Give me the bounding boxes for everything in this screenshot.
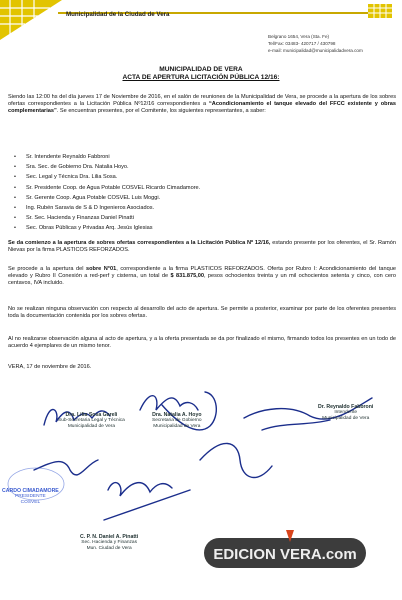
vera-emblem-icon xyxy=(368,4,392,18)
signature-pinatti: C. P. N. Daniel A. Pinatti Sec. Hacienda y Finanzas Mun. Ciudad de Vera xyxy=(80,534,139,551)
list-item: • Ing. Rubén Saravia de S & D Ingenieros Asociados. xyxy=(8,203,200,213)
closing-paragraph: Al no realizarse observación alguna al acto de apertura, y a la oferta presentada se da por finalizado el mismo, firmando todos los presentes en un todo de acuerdo 4 ejemplares de un mismo tenor. xyxy=(8,336,396,350)
municipal-logo-icon xyxy=(0,0,62,40)
address-line: Belgrano 1654, Vera (Sta. Fe) xyxy=(268,34,330,39)
observation-paragraph: No se realizan ninguna observación con respecto al desarrollo del acto de apertura. Se permite a posterior, examinar por parte de los oferentes presentes toda la documentación contenida por los sobres ofertas. xyxy=(8,306,396,320)
attendee-list xyxy=(8,152,200,234)
intro-paragraph: Siendo las 12:00 hs del día jueves 17 de Noviembre de 2016, en el salón de reuniones de la Municipalidad de Vera, se procede a la apertura de los sobres ofertas correspondientes a la Licitación Pública Nº12/16 correspondientes a “Acondicionamiento el tanque elevado del FFCC existente y obras complementarias”. Se encuentran presentes, por el Comitente, los siguientes representantes, a saber: xyxy=(8,94,396,115)
edicion-vera-watermark xyxy=(200,530,370,576)
signature-fabbroni: Dr. Reynaldo Fabbroni Intendente Municipalidad de Vera xyxy=(318,404,374,421)
address-block xyxy=(268,33,363,54)
phone-line: Tel/Fax: 03483- 420717 / 430798 xyxy=(268,41,336,46)
watermark-text: EDICION VERA.com xyxy=(213,546,357,563)
opening-paragraph: Se da comienzo a la apertura de sobres ofertas correspondientes a la Licitación Pública Nº 12/16, estando presente por los oferentes, el Sr. Ramón Nievas por la firma PLASTICOS REFORZADOS. xyxy=(8,240,397,254)
document-subtitle: ACTA DE APERTURA LICITACIÓN PÚBLICA 12/16: xyxy=(122,74,280,81)
list-item: • Sr. Sec. Hacienda y Finanzas Daniel Pinatti xyxy=(8,213,200,223)
email-line: e-mail: municipalidad@municipalidadvera.com xyxy=(268,48,363,53)
signature-cosvel-stamp: CARDO CIMADAMORE PRESIDENTE COSVEL xyxy=(2,488,59,505)
signature-sosa: Dra. Lilia Sosa Gareli Sub-Secretaria Legal y Técnica Municipalidad de Vera xyxy=(58,412,125,429)
date-line: VERA, 17 de noviembre de 2016. xyxy=(8,364,92,370)
list-item: • Sr. Intendente Reynaldo Fabbroni xyxy=(8,152,200,162)
list-item: • Sr. Gerente Coop. Agua Potable COSVEL Luis Moggi. xyxy=(8,193,200,203)
signature-hoyo: Dra. Natalia A. Hoyo Secretaria de Gobierno Municipalidad de Vera xyxy=(152,412,202,429)
letterhead xyxy=(0,0,402,27)
offer-paragraph: Se procede a la apertura del sobre N°01, correspondiente a la firma PLASTICOS REFORZADOS. Oferta por Rubro I: Acondicionamiento del tanque elevado y Rubro II Conexión a red-perf y cisterna, un total de $ 831.875,00, pesos ochocientos treinta y un mil ochocientos setenta y cinco, con cero centavos, IVA incluido. xyxy=(8,266,396,287)
document-title: MUNICIPALIDAD DE VERA xyxy=(159,66,243,73)
list-item: • Sec. Legal y Técnica Dra. Lilia Sosa. xyxy=(8,172,200,182)
list-item: • Sec. Obras Públicas y Privadas Arq. Jesús Iglesias xyxy=(8,223,200,233)
list-item: • Sr. Presidente Coop. de Agua Potable COSVEL Ricardo Cimadamore. xyxy=(8,183,200,193)
organization-name: Municipalidad de la Ciudad de Vera xyxy=(66,11,170,18)
list-item: • Sra. Sec. de Gobierno Dra. Natalia Hoyo. xyxy=(8,162,200,172)
